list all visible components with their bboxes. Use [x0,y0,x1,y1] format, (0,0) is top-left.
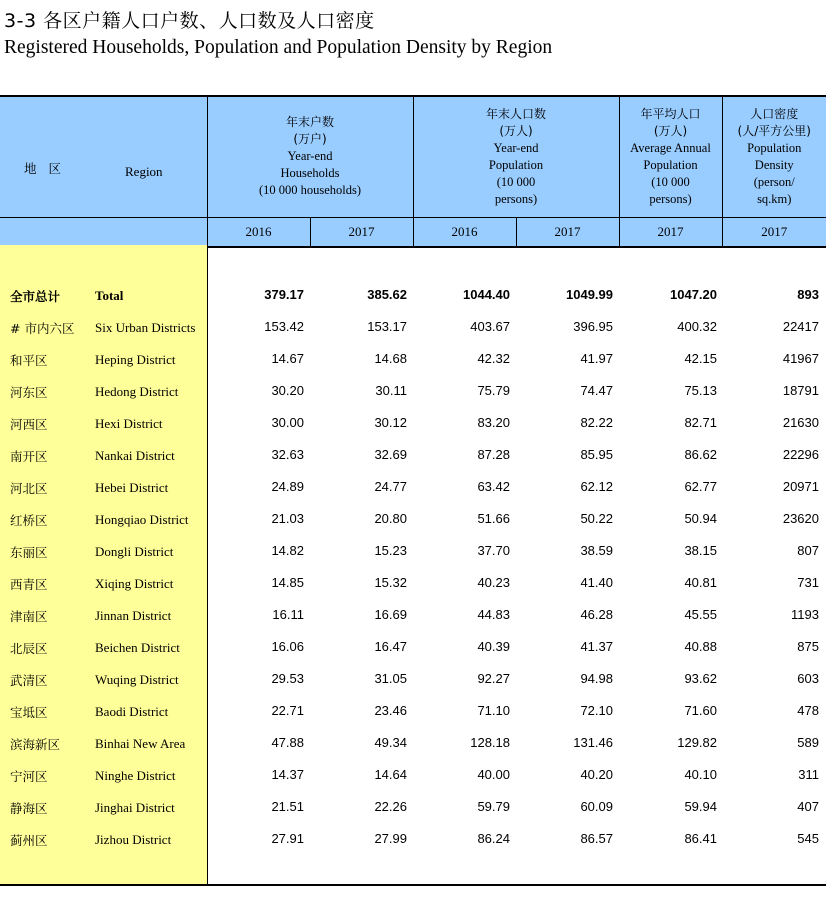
region-name-chinese: 滨海新区 [10,737,61,752]
table-row [0,473,826,505]
cell-population-2017: 396.95 [573,319,613,334]
avg-population-header-en4: persons) [649,191,692,206]
bottom-rule [0,884,826,886]
cell-avg-population-2017: 1047.20 [670,287,717,302]
density-header-en1: Population [747,140,802,155]
cell-households-2017: 23.46 [374,703,407,718]
region-name-chinese: 河西区 [10,417,48,432]
table-row [0,345,826,377]
region-name-chinese: 蓟州区 [10,833,48,848]
population-header-cn1: 年末人口数 [485,106,546,121]
population-header-en4: persons) [494,191,538,206]
population-header-en2: Population [488,157,544,172]
cell-households-2017: 16.69 [374,607,407,622]
cell-population-2017: 50.22 [580,511,613,526]
cell-population-2016: 37.70 [477,543,510,558]
cell-density-2017: 875 [797,639,819,654]
avg-population-header-en3: (10 000 [651,174,690,189]
region-header [0,97,207,217]
cell-avg-population-2017: 59.94 [684,799,717,814]
households-header-en1: Year-end [287,149,333,164]
cell-households-2017: 30.12 [374,415,407,430]
cell-density-2017: 407 [797,799,819,814]
table-row [0,505,826,537]
region-name-english: Total [95,288,124,303]
cell-households-2017: 49.34 [374,735,407,750]
cell-households-2017: 22.26 [374,799,407,814]
cell-households-2017: 24.77 [374,479,407,494]
cell-households-2016: 29.53 [271,671,304,686]
cell-avg-population-2017: 40.88 [684,639,717,654]
avg-population-header [619,97,722,217]
cell-population-2017: 94.98 [580,671,613,686]
cell-density-2017: 603 [797,671,819,686]
density-header-en3: (person/ [753,174,795,189]
households-header-en2: Households [280,166,340,181]
cell-households-2017: 14.64 [374,767,407,782]
cell-population-2017: 74.47 [580,383,613,398]
cell-density-2017: 478 [797,703,819,718]
cell-households-2017: 385.62 [367,287,407,302]
cell-density-2017: 22296 [782,447,819,462]
cell-households-2017: 153.17 [367,319,407,334]
cell-avg-population-2017: 40.81 [684,575,717,590]
region-name-english: Beichen District [95,640,180,655]
region-name-english: Wuqing District [95,672,179,687]
cell-density-2017: 22417 [782,319,819,334]
table-row [0,569,826,601]
table-title-chinese: 3-3 各区户籍人口户数、人口数及人口密度 [4,10,375,32]
cell-households-2016: 14.37 [271,767,304,782]
cell-avg-population-2017: 93.62 [684,671,717,686]
region-name-chinese: 红桥区 [10,513,48,528]
cell-households-2016: 14.67 [271,351,304,366]
table-row [0,441,826,473]
cell-households-2016: 16.11 [272,607,304,622]
cell-population-2016: 86.24 [477,831,510,846]
region-name-chinese: 全市总计 [10,289,61,304]
cell-avg-population-2017: 42.15 [684,351,717,366]
cell-avg-population-2017: 86.62 [684,447,717,462]
table-row [0,729,826,761]
cell-population-2017: 41.40 [580,575,613,590]
cell-households-2017: 32.69 [374,447,407,462]
year-header-population-2016: 2016 [413,217,516,247]
region-header-english: Region [125,164,163,179]
density-header-en2: Density [754,157,794,172]
cell-population-2017: 38.59 [580,543,613,558]
cell-population-2016: 83.20 [477,415,510,430]
cell-population-2017: 82.22 [580,415,613,430]
cell-avg-population-2017: 71.60 [684,703,717,718]
table-row [0,825,826,857]
year-header-avg-population-2017: 2017 [619,217,722,247]
table-body [0,245,826,885]
region-name-chinese: 北辰区 [10,641,48,656]
cell-households-2016: 379.17 [264,287,304,302]
cell-households-2016: 22.71 [271,703,304,718]
avg-population-header-cn2: (万人) [653,123,688,138]
region-name-chinese: # 市内六区 [10,321,75,336]
cell-density-2017: 893 [797,287,819,302]
density-header [722,97,826,217]
region-name-chinese: 河东区 [10,385,48,400]
cell-households-2017: 30.11 [375,383,407,398]
year-header-row [0,217,826,247]
table-row [0,793,826,825]
cell-households-2016: 24.89 [271,479,304,494]
region-name-chinese: 河北区 [10,481,48,496]
cell-population-2016: 403.67 [470,319,510,334]
year-header-population-2017: 2017 [516,217,619,247]
cell-population-2016: 40.00 [477,767,510,782]
cell-population-2017: 86.57 [580,831,613,846]
density-header-cn1: 人口密度 [750,106,799,121]
avg-population-header-en2: Population [643,157,698,172]
cell-density-2017: 18791 [782,383,819,398]
table-row [0,313,826,345]
region-name-chinese: 津南区 [10,609,48,624]
region-name-english: Nankai District [95,448,175,463]
cell-population-2016: 40.23 [477,575,510,590]
population-header [413,97,619,217]
table-row [0,377,826,409]
region-name-english: Jinghai District [95,800,175,815]
cell-households-2017: 15.32 [374,575,407,590]
region-name-english: Baodi District [95,704,169,719]
cell-population-2016: 59.79 [477,799,510,814]
cell-population-2016: 51.66 [477,511,510,526]
population-header-en3: (10 000 [496,174,536,189]
cell-households-2017: 14.68 [374,351,407,366]
cell-avg-population-2017: 45.55 [684,607,717,622]
region-name-english: Hebei District [95,480,169,495]
region-name-english: Jizhou District [95,832,172,847]
cell-households-2016: 14.85 [271,575,304,590]
table-row [0,409,826,441]
cell-density-2017: 731 [797,575,819,590]
cell-population-2017: 72.10 [580,703,613,718]
cell-population-2017: 40.20 [580,767,613,782]
density-header-cn2: (人/平方公里) [737,123,811,138]
region-name-chinese: 南开区 [10,449,48,464]
cell-households-2016: 30.20 [271,383,304,398]
cell-population-2016: 87.28 [477,447,510,462]
cell-population-2016: 128.18 [470,735,510,750]
table-row [0,537,826,569]
cell-population-2017: 46.28 [580,607,613,622]
cell-population-2016: 75.79 [477,383,510,398]
cell-population-2016: 92.27 [477,671,510,686]
region-name-english: Dongli District [95,544,174,559]
cell-population-2017: 85.95 [580,447,613,462]
cell-density-2017: 545 [797,831,819,846]
households-header [207,97,413,217]
cell-density-2017: 1193 [791,607,819,622]
population-header-cn2: (万人) [499,123,533,138]
cell-households-2016: 27.91 [271,831,304,846]
region-name-english: Xiqing District [95,576,174,591]
cell-avg-population-2017: 40.10 [684,767,717,782]
cell-population-2016: 71.10 [477,703,510,718]
cell-households-2017: 15.23 [374,543,407,558]
cell-density-2017: 23620 [782,511,819,526]
cell-households-2017: 27.99 [374,831,407,846]
total-row [0,281,826,313]
cell-population-2017: 41.37 [580,639,613,654]
cell-avg-population-2017: 82.71 [684,415,717,430]
cell-households-2017: 31.05 [374,671,407,686]
cell-households-2016: 14.82 [271,543,304,558]
cell-density-2017: 807 [797,543,819,558]
cell-avg-population-2017: 50.94 [684,511,717,526]
table-row [0,665,826,697]
cell-density-2017: 311 [798,767,819,782]
cell-population-2016: 40.39 [477,639,510,654]
table-row [0,761,826,793]
region-name-english: Hexi District [95,416,163,431]
cell-households-2017: 16.47 [374,639,407,654]
cell-households-2016: 21.03 [271,511,304,526]
cell-avg-population-2017: 400.32 [677,319,717,334]
year-header-households-2016: 2016 [207,217,310,247]
cell-avg-population-2017: 86.41 [684,831,717,846]
region-name-chinese: 宁河区 [10,769,48,784]
region-name-english: Ninghe District [95,768,176,783]
region-name-chinese: 静海区 [10,801,48,816]
region-name-chinese: 宝坻区 [10,705,48,720]
year-header-households-2017: 2017 [310,217,413,247]
region-name-english: Jinnan District [95,608,172,623]
header-table [0,95,826,248]
cell-population-2017: 1049.99 [566,287,613,302]
cell-households-2016: 30.00 [271,415,304,430]
avg-population-header-cn1: 年平均人口 [640,106,701,121]
cell-households-2017: 20.80 [374,511,407,526]
households-header-en3: (10 000 households) [258,183,362,198]
region-name-chinese: 东丽区 [10,545,48,560]
cell-households-2016: 21.51 [271,799,304,814]
cell-density-2017: 589 [797,735,819,750]
region-name-english: Hedong District [95,384,179,399]
cell-population-2017: 62.12 [580,479,613,494]
cell-households-2016: 153.42 [264,319,304,334]
cell-population-2017: 60.09 [580,799,613,814]
cell-avg-population-2017: 129.82 [677,735,717,750]
cell-density-2017: 20971 [782,479,819,494]
households-header-cn2: (万户) [293,132,327,147]
cell-population-2016: 63.42 [477,479,510,494]
cell-population-2016: 44.83 [477,607,510,622]
cell-households-2016: 32.63 [271,447,304,462]
cell-density-2017: 41967 [782,351,819,366]
region-header-chinese: 地区 [24,161,74,176]
region-name-english: Hongqiao District [95,512,189,527]
region-name-english: Heping District [95,352,176,367]
table-row [0,601,826,633]
cell-population-2017: 131.46 [573,735,613,750]
households-header-cn1: 年末户数 [285,115,334,130]
region-name-english: Six Urban Districts [95,320,196,335]
avg-population-header-en1: Average Annual [630,140,711,155]
cell-population-2016: 42.32 [477,351,510,366]
cell-density-2017: 21630 [782,415,819,430]
data-rows [0,281,826,857]
cell-avg-population-2017: 38.15 [684,543,717,558]
region-name-chinese: 和平区 [10,353,48,368]
cell-population-2016: 1044.40 [463,287,510,302]
cell-households-2016: 47.88 [271,735,304,750]
density-header-en4: sq.km) [757,191,792,206]
cell-households-2016: 16.06 [271,639,304,654]
cell-population-2017: 41.97 [580,351,613,366]
table-row [0,633,826,665]
year-header-blank [0,217,207,247]
table-row [0,697,826,729]
cell-avg-population-2017: 62.77 [684,479,717,494]
region-name-english: Binhai New Area [95,736,186,751]
cell-avg-population-2017: 75.13 [684,383,717,398]
region-name-chinese: 武清区 [10,673,48,688]
region-name-chinese: 西青区 [10,577,48,592]
table-title-english: Registered Households, Population and Population Density by Region [4,37,553,58]
population-header-en1: Year-end [493,140,539,155]
year-header-density-2017: 2017 [722,217,826,247]
